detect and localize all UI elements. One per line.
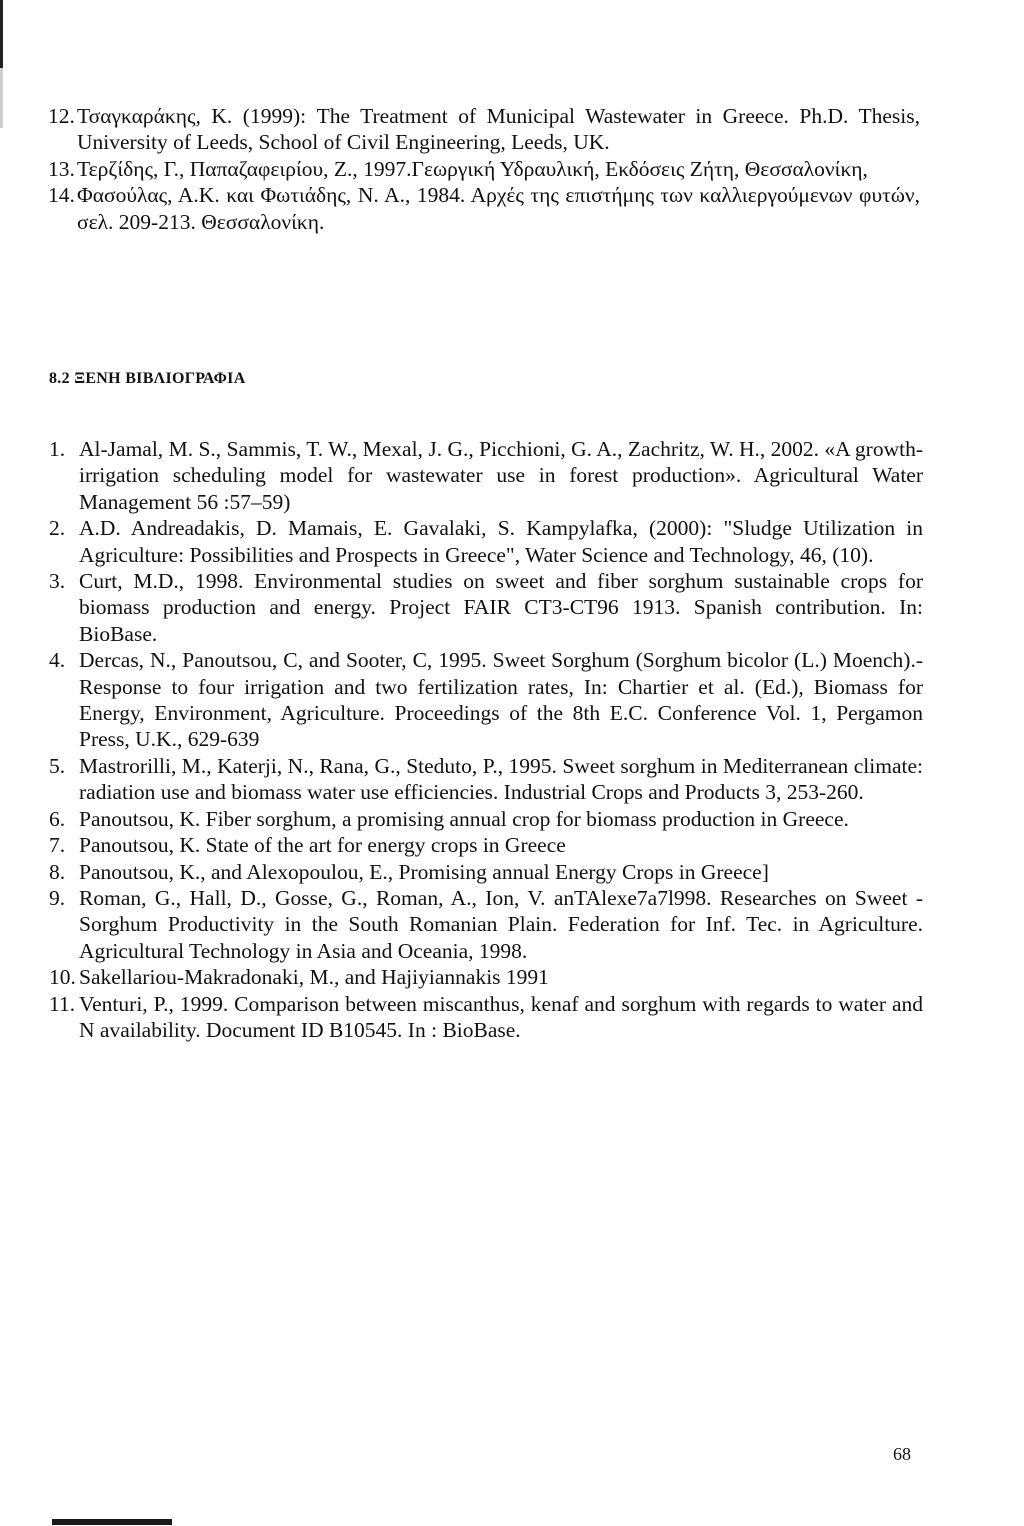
reference-number: 9.: [49, 885, 66, 910]
foreign-reference-list: [49, 436, 923, 1043]
reference-number: 11.: [49, 991, 76, 1016]
reference-item: [48, 156, 920, 182]
reference-number: 4.: [49, 648, 66, 673]
reference-text: A.D. Andreadakis, D. Mamais, E. Gavalaki, S. Kampylafka, (2000): "Sludge Utilization in Agriculture: Possibilities and Prospects in Greece", Water Science and Technology, 46, (10).: [79, 516, 923, 567]
reference-number: 8.: [49, 859, 66, 884]
reference-number: 14.: [48, 183, 75, 208]
reference-number: 2.: [49, 516, 66, 541]
reference-item: [49, 885, 923, 964]
reference-text: Curt, M.D., 1998. Environmental studies on sweet and fiber sorghum sustainable crops for biomass production and energy. Project FAIR CT3-CT96 1913. Spanish contribution. In: BioBase.: [79, 569, 923, 646]
greek-reference-list: [48, 103, 920, 235]
reference-number: 13.: [48, 156, 75, 181]
reference-text: Roman, G., Hall, D., Gosse, G., Roman, A., Ion, V. anTAlexe7a7l998. Researches on Sweet - Sorghum Productivity in the South Romanian Plain. Federation for Inf. Tec. in Agriculture. Agricultural Technology in Asia and Oceania, 1998.: [79, 885, 923, 963]
scan-edge-mark: [0, 0, 3, 68]
reference-text: Al-Jamal, M. S., Sammis, T. W., Mexal, J. G., Picchioni, G. A., Zachritz, W. H., 2002. «A growth-irrigation scheduling model for wastewater use in forest production». Agricultural Water Management 56 :57–59): [79, 437, 923, 514]
reference-item: [49, 964, 923, 990]
reference-item: [49, 991, 923, 1044]
reference-text: Dercas, N., Panoutsou, C, and Sooter, C, 1995. Sweet Sorghum (Sorghum bicolor (L.) Moench).-Response to four irrigation and two fertilization rates, In: Chartier et al. (Ed.), Biomass for Energy, Environment, Agriculture. Proceedings of the 8th E.C. Conference Vol. 1, Pergamon Press, U.K., 629-639: [79, 648, 923, 752]
reference-number: 10.: [49, 965, 76, 990]
reference-item: [49, 859, 923, 885]
reference-item: [49, 806, 923, 832]
reference-item: [49, 832, 923, 858]
section-heading: 8.2 ΞΕΝΗ ΒΙΒΛΙΟΓΡΑΦΙΑ: [49, 370, 246, 387]
reference-item: [49, 753, 923, 806]
reference-number: 12.: [48, 104, 75, 128]
reference-item: [48, 103, 920, 156]
reference-text: Venturi, P., 1999. Comparison between miscanthus, kenaf and sorghum with regards to water and N availability. Document ID B10545. In : BioBase.: [79, 991, 923, 1042]
reference-text: Τσαγκαράκης, Κ. (1999): The Treatment of Municipal Wastewater in Greece. Ph.D. Thesis, University of Leeds, School of Civil Engineering, Leeds, UK.: [77, 104, 920, 155]
reference-item: [49, 515, 923, 568]
reference-number: 6.: [49, 806, 66, 831]
reference-number: 7.: [49, 833, 66, 858]
reference-number: 1.: [49, 437, 66, 461]
reference-text: Panoutsou, K., and Alexopoulou, E., Promising annual Energy Crops in Greece]: [79, 859, 769, 884]
reference-text: Τερζίδης, Γ., Παπαζαφειρίου, Ζ., 1997.Γεωργική Υδραυλική, Εκδόσεις Ζήτη, Θεσσαλονίκη,: [77, 156, 868, 181]
reference-item: [48, 182, 920, 235]
scan-edge-mark: [52, 1519, 172, 1525]
reference-text: Panoutsou, K. State of the art for energy crops in Greece: [79, 833, 566, 858]
page-number: 68: [893, 1444, 911, 1464]
reference-text: Mastrorilli, M., Katerji, N., Rana, G., Steduto, P., 1995. Sweet sorghum in Mediterranean climate: radiation use and biomass water use efficiencies. Industrial Crops and Products 3, 253-260.: [79, 753, 923, 805]
reference-item: [49, 568, 923, 647]
reference-item: [49, 647, 923, 753]
reference-text: Sakellariou-Makradonaki, M., and Hajiyiannakis 1991: [79, 965, 549, 990]
reference-text: Panoutsou, K. Fiber sorghum, a promising annual crop for biomass production in Greece.: [79, 806, 849, 831]
scan-edge-mark: [0, 68, 3, 128]
reference-item: [49, 436, 923, 515]
reference-number: 3.: [49, 569, 66, 594]
reference-number: 5.: [49, 753, 66, 778]
reference-text: Φασούλας, Α.Κ. και Φωτιάδης, Ν. Α., 1984. Αρχές της επιστήμης των καλλιεργούμενων φυτών, σελ. 209-213. Θεσσαλονίκη.: [77, 183, 920, 234]
